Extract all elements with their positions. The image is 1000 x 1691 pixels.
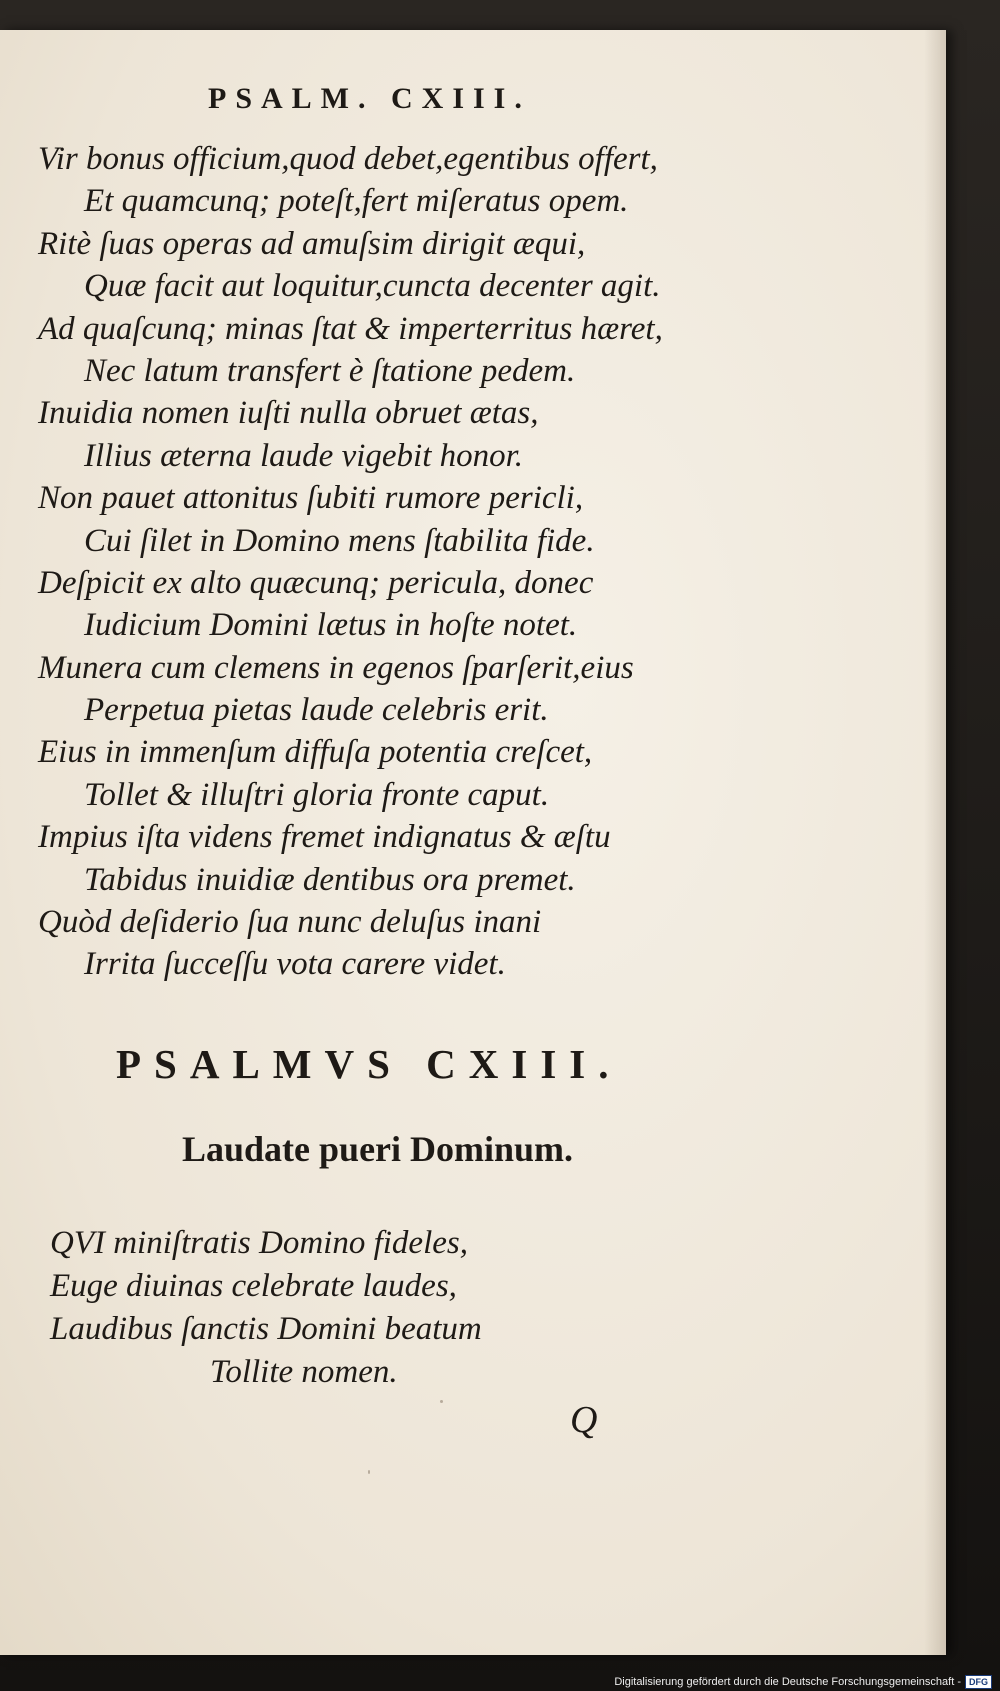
verse-line: Quòd deſiderio ſua nunc deluſus inani xyxy=(38,904,542,941)
stanza-line: Tollite nomen. xyxy=(210,1354,398,1390)
sapphic-stanza xyxy=(50,1222,670,1394)
verse-line: Tabidus inuidiæ dentibus ora premet. xyxy=(84,861,576,898)
credit-text: Digitalisierung gefördert durch die Deutsche Forschungsgemeinschaft - xyxy=(614,1676,961,1688)
stanza-line: Laudibus ſanctis Domini beatum xyxy=(50,1311,482,1347)
stanza-line: Euge diuinas celebrate laudes, xyxy=(50,1268,457,1304)
verse-line: Munera cum clemens in egenos ſparſerit,eius xyxy=(38,649,634,686)
verse-line: Eius in immenſum diffuſa potentia creſcet, xyxy=(38,734,593,771)
verse-line: Ad quaſcunq; minas ſtat & imperterritus hæret, xyxy=(38,310,663,347)
verse-line: Iudicium Domini lætus in hoſte notet. xyxy=(84,607,578,644)
verse-block xyxy=(38,138,818,986)
verse-line: Tollet & illuſtri gloria fronte caput. xyxy=(84,776,550,813)
stanza-line: QVI miniſtratis Domino fideles, xyxy=(50,1225,468,1261)
verse-line: Perpetua pietas laude celebris erit. xyxy=(84,692,549,729)
verse-line: Illius æterna laude vigebit honor. xyxy=(84,437,524,474)
verse-line: Irrita ſucceſſu vota carere videt. xyxy=(84,946,506,983)
verse-line: Impius iſta videns fremet indignatus & æſtu xyxy=(38,819,611,856)
verse-line: Nec latum transfert è ſtatione pedem. xyxy=(84,352,576,389)
verse-line: Et quamcunq; poteſt,fert miſeratus opem. xyxy=(84,183,629,220)
verse-line: Deſpicit ex alto quæcunq; pericula, donec xyxy=(38,564,594,601)
psalm-incipit: Laudate pueri Dominum. xyxy=(182,1129,574,1169)
psalm-heading: PSALMVS CXIII. xyxy=(116,1041,622,1087)
verse-line: Ritè ſuas operas ad amuſsim dirigit æqui, xyxy=(38,225,586,262)
page-edge-shadow xyxy=(924,30,946,1655)
verse-line: Non pauet attonitus ſubiti rumore pericli, xyxy=(38,480,584,517)
running-head: PSALM. CXIII. xyxy=(208,82,531,115)
signature-mark: Q xyxy=(570,1399,598,1441)
paper-speck xyxy=(368,1470,370,1474)
paper-speck xyxy=(440,1400,443,1403)
verse-line: Inuidia nomen iuſti nulla obruet ætas, xyxy=(38,395,539,432)
verse-line: Cui ſilet in Domino mens ſtabilita fide. xyxy=(84,522,595,559)
verse-line: Vir bonus officium,quod debet,egentibus offert, xyxy=(38,141,658,177)
verse-line: Quæ facit aut loquitur,cuncta decenter agit. xyxy=(84,268,661,305)
digitization-credit xyxy=(614,1675,992,1689)
dfg-logo: DFG xyxy=(965,1675,992,1689)
